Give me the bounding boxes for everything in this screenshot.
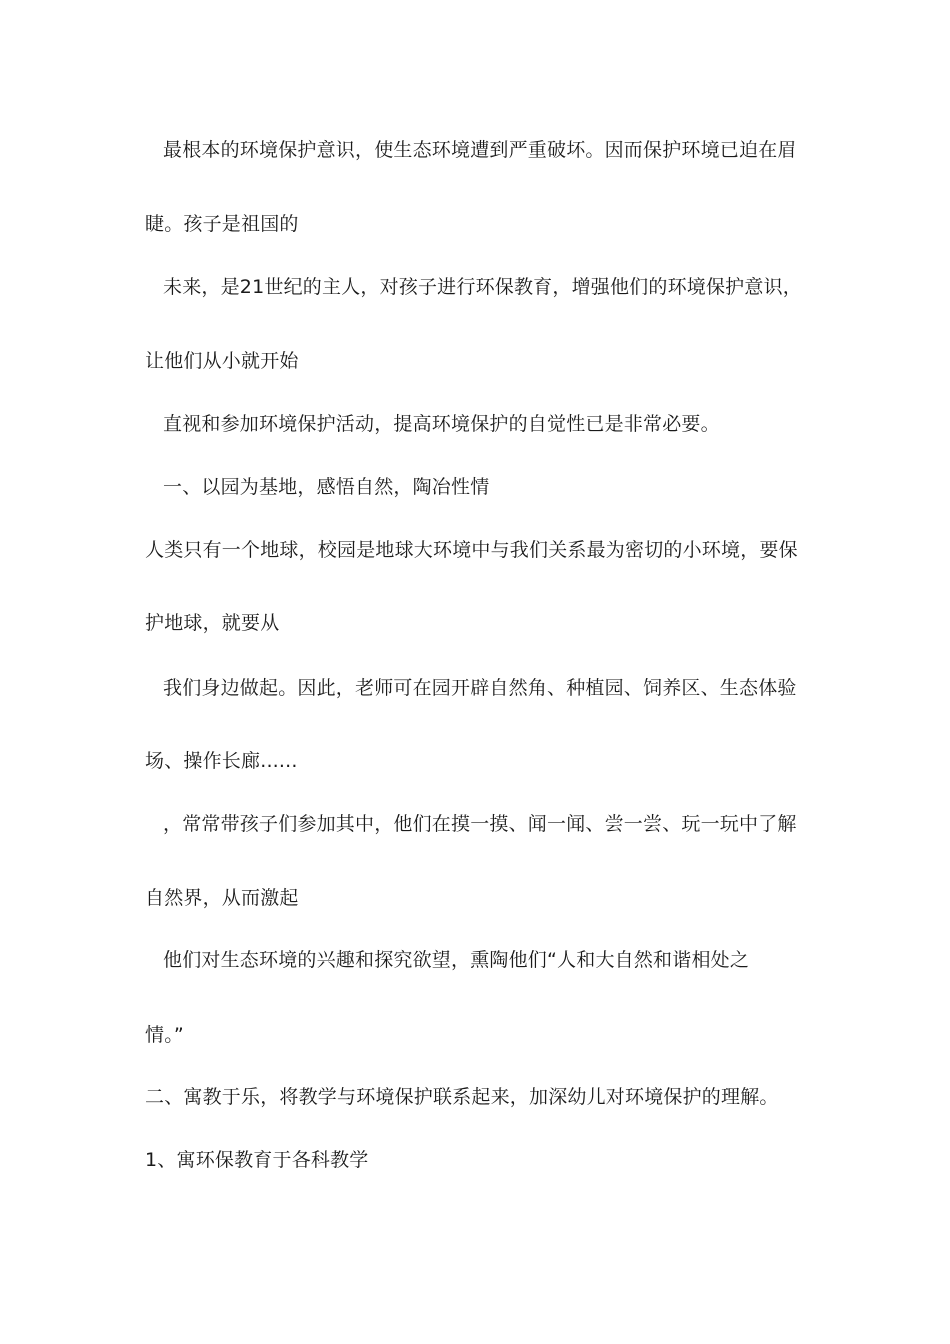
text-line: 最根本的环境保护意识，使生态环境遭到严重破坏。因而保护环境已迫在眉 [163,139,797,161]
text-line: 让他们从小就开始 [145,350,299,372]
section-heading: 二、寓教于乐，将教学与环境保护联系起来，加深幼儿对环境保护的理解。 [145,1086,779,1108]
text-line: ，常常带孩子们参加其中，他们在摸一摸、闻一闻、尝一尝、玩一玩中了解 [163,813,797,835]
text-line: 直视和参加环境保护活动，提高环境保护的自觉性已是非常必要。 [163,413,720,435]
text-line: 场、操作长廊...... [145,750,298,772]
text-line: 自然界，从而激起 [145,887,299,909]
subsection-heading: 1、寓环保教育于各科教学 [145,1149,369,1171]
text-line: 护地球，就要从 [145,612,280,634]
text-line: 情。” [145,1024,184,1046]
text-line: 睫。孩子是祖国的 [145,213,299,235]
text-line: 他们对生态环境的兴趣和探究欲望，熏陶他们“人和大自然和谐相处之 [163,949,750,971]
text-line: 人类只有一个地球，校园是地球大环境中与我们关系最为密切的小环境，要保 [145,539,798,561]
text-line: 我们身边做起。因此，老师可在园开辟自然角、种植园、饲养区、生态体验 [163,677,797,699]
section-heading: 一、以园为基地，感悟自然，陶冶性情 [163,476,490,498]
text-line: 未来，是21世纪的主人，对孩子进行环保教育，增强他们的环境保护意识， [163,276,802,298]
